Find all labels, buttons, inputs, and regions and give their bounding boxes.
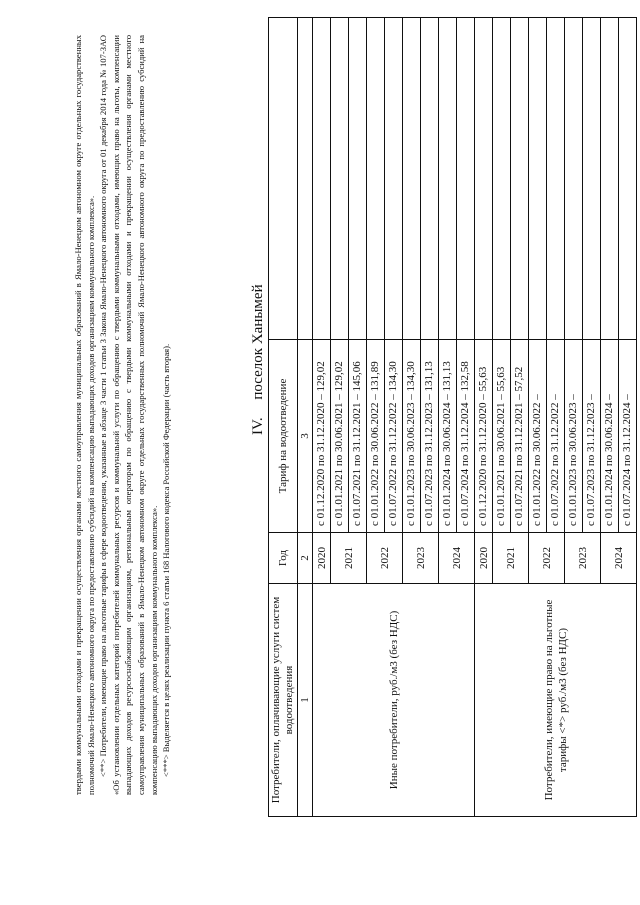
spacer-cell [565,18,583,340]
tariff-cell: с 01.07.2024 по 31.12.2024 – [619,340,637,533]
consumer-group-label: Потребители, имеющие право на льготные тарифы <*> руб./м3 (без НДС) [475,584,637,817]
spacer-cell [421,18,439,340]
tariff-cell: с 01.07.2023 по 31.12.2023 – 131,13 [421,340,439,533]
tariff-cell: с 01.01.2024 по 30.06.2024 – [601,340,619,533]
tariff-cell: с 01.07.2022 по 31.12.2022 – [547,340,565,533]
tariff-cell: с 01.01.2022 по 30.06.2022 – [529,340,547,533]
tariff-cell: с 01.07.2024 по 31.12.2024 – 132,58 [457,340,475,533]
tariff-cell: с 01.07.2022 по 31.12.2022 – 134,30 [385,340,403,533]
spacer-cell [583,18,601,340]
section-title: поселок Ханымей [250,284,266,400]
tariff-cell: с 01.12.2020 по 31.12.2020 – 129,02 [313,340,331,533]
year-cell: 2020 [313,533,331,584]
year-cell: 2021 [331,533,367,584]
index-cell: 2 [298,533,313,584]
footnote-double-star: <**> Потребители, имеющие право на льготные тарифы в сфере водоотведения, указанные в абзаце 3 части 1 статьи 3 Закона Ямало-Ненецкого автономного округа от 01 декабря 2014 года № 107-ЗАО «Об установлении отдельных категорий потребителей коммунальных ресурсов и коммунальной услуги по обращению с твердыми коммунальными отходами, имеющих право на льготы, компенсации выпадающих доходов ресурсоснабжающим организациям, региональным операторам по обращению с твердыми коммунальными отходами и прекращении осуществления органами местного самоуправления муниципальных образований в Ямало-Ненецком автономном округе отдельных государственных полномочий Ямало-Ненецкого автономного округа по предоставлению субсидий на компенсацию выпадающих доходов организациям коммунального комплекса». [98,35,159,795]
tariff-cell: с 01.01.2023 по 30.06.2023 – 134,30 [403,340,421,533]
spacer-cell [475,18,493,340]
spacer-cell [313,18,331,340]
spacer-cell [439,18,457,340]
year-cell: 2024 [439,533,475,584]
header-consumers: Потребители, оплачивающие услуги систем водоотведения [269,584,298,817]
header-spacer [269,18,298,340]
spacer-cell [511,18,529,340]
year-cell: 2021 [493,533,529,584]
index-cell: 3 [298,340,313,533]
table-row [313,18,331,817]
spacer-cell [331,18,349,340]
spacer-cell [601,18,619,340]
spacer-cell [403,18,421,340]
tariff-cell: с 01.01.2021 по 30.06.2021 – 55,63 [493,340,511,533]
tariff-cell: с 01.07.2021 по 31.12.2021 – 57,52 [511,340,529,533]
tariff-cell: с 01.01.2024 по 30.06.2024 – 131,13 [439,340,457,533]
year-cell: 2023 [403,533,439,584]
spacer-cell [493,18,511,340]
year-cell: 2024 [601,533,637,584]
tariff-cell: с 01.07.2023 по 31.12.2023 – [583,340,601,533]
consumer-group-label: Иные потребители, руб./м3 (без НДС) [313,584,475,817]
index-spacer [298,18,313,340]
footnote-triple-star: <***> Выделяется в целях реализации пункта 6 статьи 168 Налогового кодекса Российской Федерации (часть вторая). [161,343,172,777]
footnotes [72,35,173,795]
year-cell: 2023 [565,533,601,584]
header-tariff: Тариф на водоотведение [269,340,298,533]
tariff-cell: с 01.01.2023 по 30.06.2023 – [565,340,583,533]
year-cell: 2022 [529,533,565,584]
section-heading [250,284,267,435]
footnote-continuation: твердыми коммунальными отходами и прекращении осуществления органами местного самоуправления муниципальных образований в Ямало-Ненецком автономном округе отдельных государственных полномочий Ямало-Ненецкого автономного округа по предоставлению субсидий на компенсацию выпадающих доходов организациям коммунального комплекса». [73,35,96,795]
spacer-cell [385,18,403,340]
table-index-row [298,18,313,817]
tariff-cell: с 01.01.2021 по 30.06.2021 – 129,02 [331,340,349,533]
header-year: Год [269,533,298,584]
table-body [313,18,637,817]
spacer-cell [547,18,565,340]
spacer-cell [619,18,637,340]
spacer-cell [457,18,475,340]
year-cell: 2020 [475,533,493,584]
tariff-cell: с 01.12.2020 по 31.12.2020 – 55,63 [475,340,493,533]
index-cell: 1 [298,584,313,817]
table-row [475,18,493,817]
table-header-row [269,18,298,817]
spacer-cell [367,18,385,340]
year-cell: 2022 [367,533,403,584]
tariff-cell: с 01.07.2021 по 31.12.2021 – 145,06 [349,340,367,533]
tariff-table [268,17,637,817]
spacer-cell [349,18,367,340]
tariff-cell: с 01.01.2022 по 30.06.2022 – 131,89 [367,340,385,533]
section-number: IV. [250,417,266,435]
spacer-cell [529,18,547,340]
